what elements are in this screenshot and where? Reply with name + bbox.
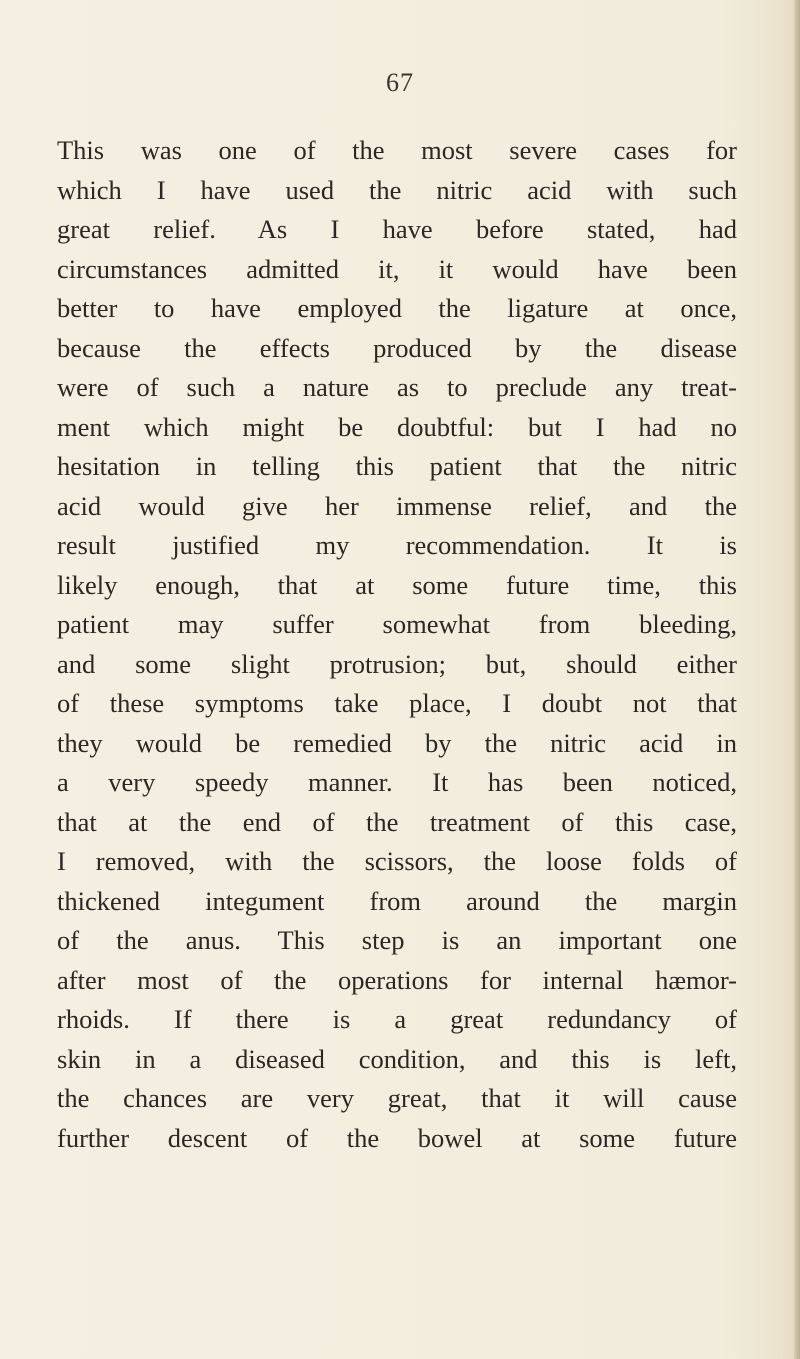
text-line: of these symptoms take place, I doubt not that — [57, 688, 737, 718]
text-line: a very speedy manner. It has been noticed, — [57, 767, 737, 797]
text-line: the chances are very great, that it will cause — [57, 1083, 737, 1113]
text-line: because the effects produced by the disease — [57, 332, 737, 363]
text-line: patient may suffer somewhat from bleeding, — [57, 609, 737, 639]
text-line: after most of the operations for internal hæmor- — [57, 964, 737, 995]
text-line: of the anus. This step is an important one — [57, 925, 737, 955]
text-line: hesitation in telling this patient that the nitric — [57, 451, 737, 481]
text-line: and some slight protrusion; but, should either — [57, 648, 737, 679]
text-line: likely enough, that at some future time, this — [57, 569, 737, 600]
text-line: I removed, with the scissors, the loose folds of — [57, 846, 737, 876]
text-line: that at the end of the treatment of this case, — [57, 806, 737, 837]
text-line: were of such a nature as to preclude any treat- — [57, 372, 737, 402]
text-line: which I have used the nitric acid with such — [57, 174, 737, 205]
text-line: This was one of the most severe cases for — [57, 135, 737, 165]
text-line: ment which might be doubtful: but I had no — [57, 411, 737, 442]
text-line: they would be remedied by the nitric acid in — [57, 727, 737, 758]
text-line: circumstances admitted it, it would have been — [57, 253, 737, 284]
text-line: better to have employed the ligature at once, — [57, 293, 737, 323]
text-line: result justified my recommendation. It is — [57, 530, 737, 560]
text-line: further descent of the bowel at some future — [57, 1122, 737, 1153]
text-line: great relief. As I have before stated, had — [57, 214, 737, 244]
text-line: acid would give her immense relief, and the — [57, 490, 737, 521]
body-text — [57, 131, 737, 1158]
page-edge — [794, 0, 800, 1359]
page-number: 67 — [386, 68, 414, 97]
text-line: skin in a diseased condition, and this is left, — [57, 1043, 737, 1074]
text-line: thickened integument from around the margin — [57, 885, 737, 916]
text-line: rhoids. If there is a great redundancy of — [57, 1004, 737, 1034]
